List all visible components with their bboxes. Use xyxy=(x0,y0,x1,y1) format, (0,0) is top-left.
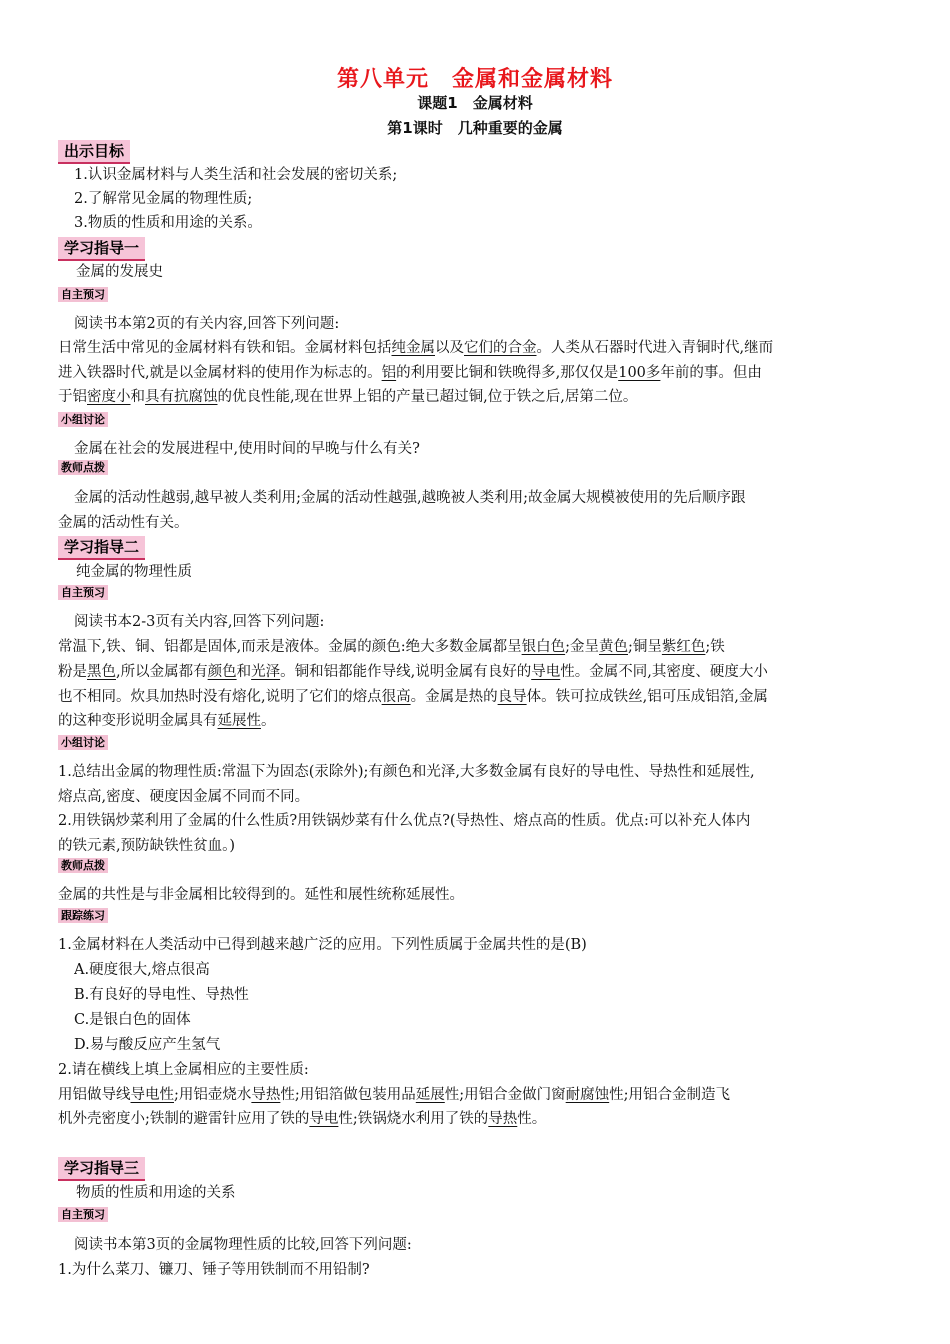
answer-blank: 很高 xyxy=(381,689,411,705)
guide1-paragraph-line: 日常生活中常见的金属材料有铁和铝。金属材料包括纯金属以及它们的合金。人类从石器时代进入青铜时代,继而 xyxy=(58,340,774,356)
guide2-teacher: 金属的共性是与非金属相比较得到的。延性和展性统称延展性。 xyxy=(58,887,464,903)
practice-answer-line: 用铝做导线导电性;用铝壶烧水导热性;用铝箔做包装用品延展性;用铝合金做门窗耐腐蚀性;用铝合金制造飞 xyxy=(58,1087,731,1103)
guide1-teacher-line: 金属的活动性越弱,越早被人类利用;金属的活动性越强,越晚被人类利用;故金属大规模被使用的先后顺序跟 xyxy=(74,490,746,506)
guide2-discussion-line: 熔点高,密度、硬度因金属不同而不同。 xyxy=(58,789,310,805)
tag-self-preview: 自主预习 xyxy=(58,1207,108,1222)
goal-item: 3.物质的性质和用途的关系。 xyxy=(74,215,262,231)
guide1-read: 阅读书本第2页的有关内容,回答下列问题: xyxy=(74,316,340,332)
lesson-title: 课题1 金属材料 xyxy=(417,94,533,112)
practice-option-b: B.有良好的导电性、导热性 xyxy=(74,987,249,1003)
answer-blank: 延展性 xyxy=(217,713,261,729)
guide2-paragraph-line: 粉是黑色,所以金属都有颜色和光泽。铜和铝都能作导线,说明金属有良好的导电性。金属不同,其密度、硬度大小 xyxy=(58,664,768,680)
answer-blank: 导电 xyxy=(531,664,561,680)
tag-teacher-tips: 教师点拨 xyxy=(58,460,108,475)
guide1-topic: 金属的发展史 xyxy=(76,264,163,280)
unit-title: 第八单元 金属和金属材料 xyxy=(336,67,613,92)
tag-self-preview: 自主预习 xyxy=(58,287,108,302)
guide1-paragraph-line: 于铝密度小和具有抗腐蚀的优良性能,现在世界上铝的产量已超过铜,位于铁之后,居第二位。 xyxy=(58,389,638,405)
practice-option-a: A.硬度很大,熔点很高 xyxy=(74,962,210,978)
period-title: 第1课时 几种重要的金属 xyxy=(387,119,563,137)
tag-teacher-tips: 教师点拨 xyxy=(58,858,108,873)
answer-blank: 纯金属 xyxy=(391,340,435,356)
practice-option-d: D.易与酸反应产生氢气 xyxy=(74,1037,221,1053)
goal-item: 2.了解常见金属的物理性质; xyxy=(74,191,253,207)
answer-blank: 紫红色 xyxy=(661,639,706,655)
answer-blank: 延展 xyxy=(415,1087,445,1103)
guide3-question: 1.为什么菜刀、镰刀、锤子等用铁制而不用铅制? xyxy=(58,1262,370,1278)
tag-group-discussion: 小组讨论 xyxy=(58,735,108,750)
goal-item: 1.认识金属材料与人类生活和社会发展的密切关系; xyxy=(74,167,398,183)
tag-practice: 跟踪练习 xyxy=(58,908,108,923)
answer-blank: 铝 xyxy=(381,365,397,381)
guide2-discussion-line: 的铁元素,预防缺铁性贫血。) xyxy=(58,838,236,854)
tag-self-preview: 自主预习 xyxy=(58,585,108,600)
answer-blank: 密度小 xyxy=(87,389,131,405)
guide2-read: 阅读书本2-3页有关内容,回答下列问题: xyxy=(74,614,325,630)
answer-blank: 导热 xyxy=(251,1087,281,1103)
guide2-paragraph-line: 也不相同。炊具加热时没有熔化,说明了它们的熔点很高。金属是热的良导体。铁可拉成铁丝,铝可压成铝箔,金属 xyxy=(58,689,768,705)
answer-blank: 良导 xyxy=(497,689,527,705)
practice-question: 2.请在横线上填上金属相应的主要性质: xyxy=(58,1062,309,1078)
guide2-discussion-line: 1.总结出金属的物理性质:常温下为固态(汞除外);有颜色和光泽,大多数金属有良好的导电性、导热性和延展性, xyxy=(58,764,755,780)
section-header-guide1: 学习指导一 xyxy=(58,237,145,261)
answer-blank: 100多 xyxy=(618,365,661,381)
guide1-paragraph-line: 进入铁器时代,就是以金属材料的使用作为标志的。铝的利用要比铜和铁晚得多,那仅仅是100多年前的事。但由 xyxy=(58,365,762,381)
guide2-topic: 纯金属的物理性质 xyxy=(76,564,192,580)
guide1-discussion: 金属在社会的发展进程中,使用时间的早晚与什么有关? xyxy=(74,441,420,457)
answer-blank: 它们的合金 xyxy=(464,340,537,356)
guide2-paragraph-line: 的这种变形说明金属具有延展性。 xyxy=(58,713,276,729)
practice-option-c: C.是银白色的固体 xyxy=(74,1012,191,1028)
answer-blank: 导电 xyxy=(309,1111,339,1127)
answer-blank: 导电性 xyxy=(130,1087,174,1103)
answer-blank: 耐腐蚀 xyxy=(565,1087,610,1103)
answer-blank: 导热 xyxy=(488,1111,518,1127)
guide2-discussion-line: 2.用铁锅炒菜利用了金属的什么性质?用铁锅炒菜有什么优点?(导热性、熔点高的性质。优点:可以补充人体内 xyxy=(58,813,751,829)
guide1-teacher-line: 金属的活动性有关。 xyxy=(58,515,189,531)
section-header-guide3: 学习指导三 xyxy=(58,1157,145,1181)
tag-group-discussion: 小组讨论 xyxy=(58,412,108,427)
answer-blank: 黄色 xyxy=(599,639,628,655)
answer-blank: 具有抗腐蚀 xyxy=(145,389,218,405)
practice-answer-line: 机外壳密度小;铁制的避雷针应用了铁的导电性;铁锅烧水利用了铁的导热性。 xyxy=(58,1111,547,1127)
practice-question: 1.金属材料在人类活动中已得到越来越广泛的应用。下列性质属于金属共性的是(B) xyxy=(58,937,587,953)
answer-blank: 光泽 xyxy=(251,664,281,680)
answer-blank: 黑色 xyxy=(87,664,116,680)
section-header-guide2: 学习指导二 xyxy=(58,536,145,560)
guide3-read: 阅读书本第3页的金属物理性质的比较,回答下列问题: xyxy=(74,1237,412,1253)
answer-blank: 银白色 xyxy=(521,639,566,655)
guide2-paragraph-line: 常温下,铁、铜、铝都是固体,而汞是液体。金属的颜色:绝大多数金属都呈银白色;金呈黄色;铜呈紫红色;铁 xyxy=(58,639,725,655)
section-header-goals: 出示目标 xyxy=(58,140,130,164)
answer-blank: 颜色 xyxy=(207,664,237,680)
guide3-topic: 物质的性质和用途的关系 xyxy=(76,1185,236,1201)
